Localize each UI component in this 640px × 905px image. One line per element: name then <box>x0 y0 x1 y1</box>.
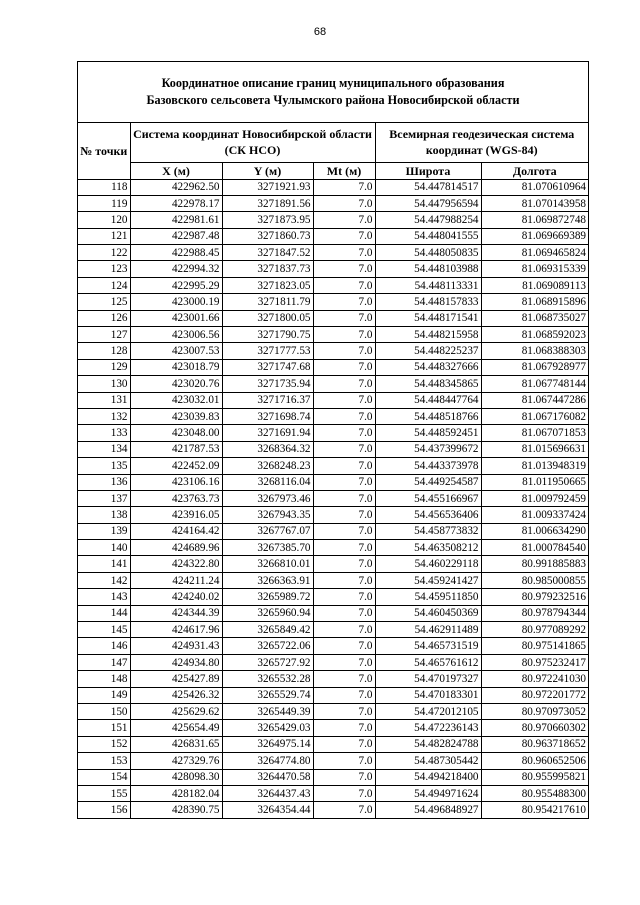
mt-cell: 7.0 <box>313 359 375 375</box>
point-number-cell: 148 <box>78 671 130 687</box>
y-cell: 3271860.73 <box>222 228 313 244</box>
x-cell: 428182.04 <box>130 785 222 801</box>
longitude-cell: 81.009792459 <box>481 490 588 506</box>
latitude-cell: 54.470197327 <box>375 671 481 687</box>
mt-cell: 7.0 <box>313 425 375 441</box>
y-cell: 3268364.32 <box>222 441 313 457</box>
longitude-cell: 81.069669389 <box>481 228 588 244</box>
latitude-cell: 54.448050835 <box>375 245 481 261</box>
latitude-cell: 54.448171541 <box>375 310 481 326</box>
y-cell: 3265449.39 <box>222 704 313 720</box>
table-row <box>78 408 588 424</box>
table-row <box>78 704 588 720</box>
y-cell: 3266363.91 <box>222 572 313 588</box>
longitude-cell: 81.009337424 <box>481 507 588 523</box>
point-number-cell: 145 <box>78 622 130 638</box>
table-row <box>78 572 588 588</box>
y-cell: 3265532.28 <box>222 671 313 687</box>
header-x: X (м) <box>130 162 222 179</box>
mt-cell: 7.0 <box>313 294 375 310</box>
longitude-cell: 81.068388303 <box>481 343 588 359</box>
y-cell: 3264470.58 <box>222 769 313 785</box>
point-number-cell: 121 <box>78 228 130 244</box>
table-body <box>78 179 588 818</box>
point-number-cell: 131 <box>78 392 130 408</box>
mt-cell: 7.0 <box>313 622 375 638</box>
latitude-cell: 54.456536406 <box>375 507 481 523</box>
longitude-cell: 80.977089292 <box>481 622 588 638</box>
y-cell: 3266810.01 <box>222 556 313 572</box>
x-cell: 424211.24 <box>130 572 222 588</box>
x-cell: 428098.30 <box>130 769 222 785</box>
latitude-cell: 54.448327666 <box>375 359 481 375</box>
mt-cell: 7.0 <box>313 327 375 343</box>
header-point-number: № точки <box>78 123 130 179</box>
x-cell: 423048.00 <box>130 425 222 441</box>
latitude-cell: 54.494971624 <box>375 785 481 801</box>
x-cell: 424689.96 <box>130 540 222 556</box>
mt-cell: 7.0 <box>313 441 375 457</box>
table-row <box>78 720 588 736</box>
y-cell: 3264437.43 <box>222 785 313 801</box>
header-system-local: Система координат Новосибирской области (СК НСО) <box>130 123 375 162</box>
table-row <box>78 802 588 818</box>
longitude-cell: 80.975141865 <box>481 638 588 654</box>
y-cell: 3271823.05 <box>222 277 313 293</box>
x-cell: 424164.42 <box>130 523 222 539</box>
point-number-cell: 139 <box>78 523 130 539</box>
table-row <box>78 195 588 211</box>
latitude-cell: 54.460450369 <box>375 605 481 621</box>
point-number-cell: 124 <box>78 277 130 293</box>
mt-cell: 7.0 <box>313 195 375 211</box>
table-row <box>78 540 588 556</box>
mt-cell: 7.0 <box>313 376 375 392</box>
longitude-cell: 81.070610964 <box>481 179 588 195</box>
latitude-cell: 54.448041555 <box>375 228 481 244</box>
point-number-cell: 133 <box>78 425 130 441</box>
longitude-cell: 81.000784540 <box>481 540 588 556</box>
x-cell: 422995.29 <box>130 277 222 293</box>
y-cell: 3265429.03 <box>222 720 313 736</box>
latitude-cell: 54.465731519 <box>375 638 481 654</box>
mt-cell: 7.0 <box>313 802 375 818</box>
table-row <box>78 376 588 392</box>
y-cell: 3271837.73 <box>222 261 313 277</box>
table-row <box>78 671 588 687</box>
x-cell: 422452.09 <box>130 458 222 474</box>
mt-cell: 7.0 <box>313 556 375 572</box>
y-cell: 3271716.37 <box>222 392 313 408</box>
mt-cell: 7.0 <box>313 736 375 752</box>
table-row <box>78 343 588 359</box>
header-longitude: Долгота <box>481 162 588 179</box>
mt-cell: 7.0 <box>313 720 375 736</box>
latitude-cell: 54.448157833 <box>375 294 481 310</box>
longitude-cell: 81.068592023 <box>481 327 588 343</box>
longitude-cell: 81.069315339 <box>481 261 588 277</box>
point-number-cell: 147 <box>78 654 130 670</box>
latitude-cell: 54.465761612 <box>375 654 481 670</box>
latitude-cell: 54.459241427 <box>375 572 481 588</box>
y-cell: 3267385.70 <box>222 540 313 556</box>
table-row <box>78 556 588 572</box>
mt-cell: 7.0 <box>313 212 375 228</box>
mt-cell: 7.0 <box>313 310 375 326</box>
mt-cell: 7.0 <box>313 605 375 621</box>
table-row <box>78 277 588 293</box>
mt-cell: 7.0 <box>313 228 375 244</box>
x-cell: 422978.17 <box>130 195 222 211</box>
x-cell: 422981.61 <box>130 212 222 228</box>
latitude-cell: 54.447814517 <box>375 179 481 195</box>
x-cell: 423916.05 <box>130 507 222 523</box>
point-number-cell: 134 <box>78 441 130 457</box>
table-title-line-2: Базовского сельсовета Чулымского района Новосибирской области <box>146 93 520 107</box>
x-cell: 422988.45 <box>130 245 222 261</box>
x-cell: 423020.76 <box>130 376 222 392</box>
header-latitude: Широта <box>375 162 481 179</box>
longitude-cell: 81.069089113 <box>481 277 588 293</box>
table-title-line-1: Координатное описание границ муниципального образования <box>161 76 505 90</box>
mt-cell: 7.0 <box>313 589 375 605</box>
latitude-cell: 54.448518766 <box>375 408 481 424</box>
point-number-cell: 151 <box>78 720 130 736</box>
y-cell: 3271790.75 <box>222 327 313 343</box>
x-cell: 423763.73 <box>130 490 222 506</box>
y-cell: 3267943.35 <box>222 507 313 523</box>
header-system-wgs84: Всемирная геодезическая система координат (WGS-84) <box>375 123 588 162</box>
y-cell: 3271735.94 <box>222 376 313 392</box>
latitude-cell: 54.470183301 <box>375 687 481 703</box>
y-cell: 3271847.52 <box>222 245 313 261</box>
coordinates-table-frame <box>77 61 589 819</box>
table-row <box>78 769 588 785</box>
longitude-cell: 80.970973052 <box>481 704 588 720</box>
latitude-cell: 54.472236143 <box>375 720 481 736</box>
table-row <box>78 736 588 752</box>
latitude-cell: 54.449254587 <box>375 474 481 490</box>
mt-cell: 7.0 <box>313 572 375 588</box>
longitude-cell: 80.972241030 <box>481 671 588 687</box>
table-row <box>78 638 588 654</box>
point-number-cell: 120 <box>78 212 130 228</box>
latitude-cell: 54.460229118 <box>375 556 481 572</box>
longitude-cell: 80.978794344 <box>481 605 588 621</box>
latitude-cell: 54.448447764 <box>375 392 481 408</box>
point-number-cell: 135 <box>78 458 130 474</box>
longitude-cell: 80.985000855 <box>481 572 588 588</box>
x-cell: 423007.53 <box>130 343 222 359</box>
y-cell: 3268248.23 <box>222 458 313 474</box>
table-row <box>78 245 588 261</box>
point-number-cell: 152 <box>78 736 130 752</box>
latitude-cell: 54.447956594 <box>375 195 481 211</box>
x-cell: 428390.75 <box>130 802 222 818</box>
longitude-cell: 81.070143958 <box>481 195 588 211</box>
table-row <box>78 753 588 769</box>
latitude-cell: 54.458773832 <box>375 523 481 539</box>
x-cell: 423001.66 <box>130 310 222 326</box>
mt-cell: 7.0 <box>313 408 375 424</box>
y-cell: 3265960.94 <box>222 605 313 621</box>
point-number-cell: 137 <box>78 490 130 506</box>
x-cell: 425427.89 <box>130 671 222 687</box>
point-number-cell: 144 <box>78 605 130 621</box>
table-row <box>78 441 588 457</box>
mt-cell: 7.0 <box>313 769 375 785</box>
mt-cell: 7.0 <box>313 753 375 769</box>
table-row <box>78 605 588 621</box>
latitude-cell: 54.447988254 <box>375 212 481 228</box>
longitude-cell: 81.069465824 <box>481 245 588 261</box>
y-cell: 3264774.80 <box>222 753 313 769</box>
table-row <box>78 425 588 441</box>
mt-cell: 7.0 <box>313 523 375 539</box>
longitude-cell: 81.067447286 <box>481 392 588 408</box>
x-cell: 422962.50 <box>130 179 222 195</box>
longitude-cell: 81.068915896 <box>481 294 588 310</box>
y-cell: 3265989.72 <box>222 589 313 605</box>
mt-cell: 7.0 <box>313 343 375 359</box>
longitude-cell: 81.069872748 <box>481 212 588 228</box>
longitude-cell: 81.068735027 <box>481 310 588 326</box>
longitude-cell: 80.955995821 <box>481 769 588 785</box>
point-number-cell: 126 <box>78 310 130 326</box>
table-row <box>78 622 588 638</box>
point-number-cell: 129 <box>78 359 130 375</box>
point-number-cell: 130 <box>78 376 130 392</box>
point-number-cell: 154 <box>78 769 130 785</box>
mt-cell: 7.0 <box>313 392 375 408</box>
x-cell: 425629.62 <box>130 704 222 720</box>
point-number-cell: 122 <box>78 245 130 261</box>
longitude-cell: 80.991885883 <box>481 556 588 572</box>
x-cell: 422994.32 <box>130 261 222 277</box>
x-cell: 421787.53 <box>130 441 222 457</box>
latitude-cell: 54.482824788 <box>375 736 481 752</box>
mt-cell: 7.0 <box>313 179 375 195</box>
y-cell: 3268116.04 <box>222 474 313 490</box>
latitude-cell: 54.448215958 <box>375 327 481 343</box>
x-cell: 423039.83 <box>130 408 222 424</box>
latitude-cell: 54.448103988 <box>375 261 481 277</box>
point-number-cell: 140 <box>78 540 130 556</box>
mt-cell: 7.0 <box>313 261 375 277</box>
point-number-cell: 150 <box>78 704 130 720</box>
mt-cell: 7.0 <box>313 704 375 720</box>
longitude-cell: 80.954217610 <box>481 802 588 818</box>
latitude-cell: 54.459511850 <box>375 589 481 605</box>
longitude-cell: 80.963718652 <box>481 736 588 752</box>
y-cell: 3264975.14 <box>222 736 313 752</box>
y-cell: 3265529.74 <box>222 687 313 703</box>
mt-cell: 7.0 <box>313 490 375 506</box>
mt-cell: 7.0 <box>313 638 375 654</box>
y-cell: 3265849.42 <box>222 622 313 638</box>
x-cell: 424934.80 <box>130 654 222 670</box>
x-cell: 423018.79 <box>130 359 222 375</box>
point-number-cell: 149 <box>78 687 130 703</box>
x-cell: 424240.02 <box>130 589 222 605</box>
x-cell: 422987.48 <box>130 228 222 244</box>
longitude-cell: 81.011950665 <box>481 474 588 490</box>
x-cell: 424344.39 <box>130 605 222 621</box>
header-mt: Mt (м) <box>313 162 375 179</box>
y-cell: 3271873.95 <box>222 212 313 228</box>
table-row <box>78 327 588 343</box>
x-cell: 423000.19 <box>130 294 222 310</box>
latitude-cell: 54.448592451 <box>375 425 481 441</box>
x-cell: 423106.16 <box>130 474 222 490</box>
x-cell: 426831.65 <box>130 736 222 752</box>
table-row <box>78 507 588 523</box>
y-cell: 3265722.06 <box>222 638 313 654</box>
table-title <box>78 62 588 123</box>
y-cell: 3271691.94 <box>222 425 313 441</box>
latitude-cell: 54.448225237 <box>375 343 481 359</box>
mt-cell: 7.0 <box>313 654 375 670</box>
point-number-cell: 153 <box>78 753 130 769</box>
x-cell: 424322.80 <box>130 556 222 572</box>
table-row <box>78 392 588 408</box>
y-cell: 3267767.07 <box>222 523 313 539</box>
latitude-cell: 54.487305442 <box>375 753 481 769</box>
longitude-cell: 81.006634290 <box>481 523 588 539</box>
longitude-cell: 80.955488300 <box>481 785 588 801</box>
latitude-cell: 54.494218400 <box>375 769 481 785</box>
point-number-cell: 118 <box>78 179 130 195</box>
table-row <box>78 212 588 228</box>
header-y: Y (м) <box>222 162 313 179</box>
longitude-cell: 81.067928977 <box>481 359 588 375</box>
table-row <box>78 179 588 195</box>
y-cell: 3271698.74 <box>222 408 313 424</box>
y-cell: 3271777.53 <box>222 343 313 359</box>
latitude-cell: 54.462911489 <box>375 622 481 638</box>
mt-cell: 7.0 <box>313 474 375 490</box>
table-row <box>78 490 588 506</box>
y-cell: 3267973.46 <box>222 490 313 506</box>
latitude-cell: 54.455166967 <box>375 490 481 506</box>
mt-cell: 7.0 <box>313 687 375 703</box>
point-number-cell: 142 <box>78 572 130 588</box>
longitude-cell: 81.015696631 <box>481 441 588 457</box>
point-number-cell: 127 <box>78 327 130 343</box>
latitude-cell: 54.443373978 <box>375 458 481 474</box>
longitude-cell: 80.979232516 <box>481 589 588 605</box>
x-cell: 427329.76 <box>130 753 222 769</box>
latitude-cell: 54.472012105 <box>375 704 481 720</box>
table-row <box>78 294 588 310</box>
point-number-cell: 123 <box>78 261 130 277</box>
table-row <box>78 228 588 244</box>
point-number-cell: 119 <box>78 195 130 211</box>
y-cell: 3271747.68 <box>222 359 313 375</box>
mt-cell: 7.0 <box>313 277 375 293</box>
table-row <box>78 261 588 277</box>
x-cell: 424617.96 <box>130 622 222 638</box>
latitude-cell: 54.448345865 <box>375 376 481 392</box>
table-row <box>78 458 588 474</box>
mt-cell: 7.0 <box>313 507 375 523</box>
table-row <box>78 523 588 539</box>
point-number-cell: 143 <box>78 589 130 605</box>
coordinates-table <box>78 123 588 818</box>
table-row <box>78 654 588 670</box>
page-number: 68 <box>313 26 327 38</box>
latitude-cell: 54.463508212 <box>375 540 481 556</box>
x-cell: 423032.01 <box>130 392 222 408</box>
x-cell: 424931.43 <box>130 638 222 654</box>
y-cell: 3265727.92 <box>222 654 313 670</box>
longitude-cell: 81.013948319 <box>481 458 588 474</box>
y-cell: 3271811.79 <box>222 294 313 310</box>
y-cell: 3271800.05 <box>222 310 313 326</box>
longitude-cell: 80.972201772 <box>481 687 588 703</box>
latitude-cell: 54.437399672 <box>375 441 481 457</box>
x-cell: 425654.49 <box>130 720 222 736</box>
y-cell: 3264354.44 <box>222 802 313 818</box>
table-row <box>78 474 588 490</box>
longitude-cell: 81.067748144 <box>481 376 588 392</box>
point-number-cell: 128 <box>78 343 130 359</box>
mt-cell: 7.0 <box>313 671 375 687</box>
latitude-cell: 54.448113331 <box>375 277 481 293</box>
y-cell: 3271891.56 <box>222 195 313 211</box>
longitude-cell: 80.960652506 <box>481 753 588 769</box>
point-number-cell: 132 <box>78 408 130 424</box>
y-cell: 3271921.93 <box>222 179 313 195</box>
mt-cell: 7.0 <box>313 458 375 474</box>
point-number-cell: 155 <box>78 785 130 801</box>
point-number-cell: 156 <box>78 802 130 818</box>
point-number-cell: 141 <box>78 556 130 572</box>
table-row <box>78 785 588 801</box>
table-row <box>78 310 588 326</box>
mt-cell: 7.0 <box>313 785 375 801</box>
table-row <box>78 687 588 703</box>
mt-cell: 7.0 <box>313 540 375 556</box>
longitude-cell: 80.975232417 <box>481 654 588 670</box>
x-cell: 425426.32 <box>130 687 222 703</box>
table-row <box>78 359 588 375</box>
longitude-cell: 80.970660302 <box>481 720 588 736</box>
longitude-cell: 81.067071853 <box>481 425 588 441</box>
table-row <box>78 589 588 605</box>
point-number-cell: 125 <box>78 294 130 310</box>
mt-cell: 7.0 <box>313 245 375 261</box>
x-cell: 423006.56 <box>130 327 222 343</box>
point-number-cell: 146 <box>78 638 130 654</box>
point-number-cell: 136 <box>78 474 130 490</box>
latitude-cell: 54.496848927 <box>375 802 481 818</box>
longitude-cell: 81.067176082 <box>481 408 588 424</box>
point-number-cell: 138 <box>78 507 130 523</box>
